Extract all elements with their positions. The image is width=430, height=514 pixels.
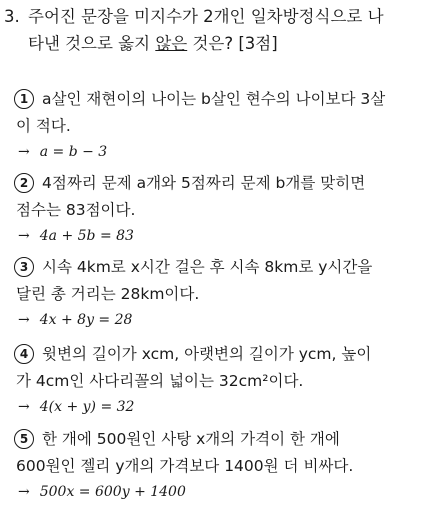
choice-equation: 500x = 600y + 1400 xyxy=(39,484,186,500)
arrow-icon: → xyxy=(18,484,30,500)
arrow-icon: → xyxy=(18,312,30,328)
choice-1[interactable] xyxy=(14,86,424,164)
choice-line xyxy=(14,368,424,395)
choice-equation: 4x + 8y = 28 xyxy=(39,312,133,328)
choice-line xyxy=(14,453,424,480)
question-underlined-word: 않은 xyxy=(155,34,188,53)
question-line-1 xyxy=(4,3,424,30)
choice-line xyxy=(14,170,424,197)
choice-line xyxy=(14,281,424,308)
choice-line xyxy=(14,341,424,368)
choice-marker: 4 xyxy=(14,344,34,364)
choice-text-line2: 이 적다. xyxy=(16,117,71,135)
choice-marker: 3 xyxy=(14,257,34,277)
choice-equation: a = b − 3 xyxy=(39,144,108,160)
choice-marker: 1 xyxy=(14,89,34,109)
arrow-icon: → xyxy=(18,144,30,160)
question-text-line2: 타낸 것으로 옳지 xyxy=(28,34,156,53)
choice-line xyxy=(14,426,424,453)
question-text-line2-end: 것은? [3점] xyxy=(187,34,278,53)
question-number: 3. xyxy=(4,7,20,26)
choice-text-line1: 4점짜리 문제 a개와 5점짜리 문제 b개를 맞히면 xyxy=(42,174,366,192)
choice-text-line1: 한 개에 500원인 사탕 x개의 가격이 한 개에 xyxy=(42,430,340,448)
choice-text-line2: 가 4cm인 사다리꼴의 넓이는 32cm²이다. xyxy=(16,372,304,390)
choice-4[interactable] xyxy=(14,341,424,419)
choice-text-line2: 달린 총 거리는 28km이다. xyxy=(16,285,200,303)
choice-line xyxy=(14,254,424,281)
choice-text-line2: 600원인 젤리 y개의 가격보다 1400원 더 비싸다. xyxy=(16,457,354,475)
choice-3[interactable] xyxy=(14,254,424,332)
choice-marker: 5 xyxy=(14,429,34,449)
choice-answer xyxy=(14,224,424,248)
question-header xyxy=(4,3,424,57)
choice-equation: 4a + 5b = 83 xyxy=(39,228,134,244)
choice-answer xyxy=(14,480,424,504)
choice-answer xyxy=(14,308,424,332)
choice-2[interactable] xyxy=(14,170,424,248)
choice-text-line2: 점수는 83점이다. xyxy=(16,201,136,219)
choice-line xyxy=(14,197,424,224)
choice-5[interactable] xyxy=(14,426,424,504)
choice-line xyxy=(14,86,424,113)
choice-marker: 2 xyxy=(14,173,34,193)
choice-equation: 4(x + y) = 32 xyxy=(39,399,135,415)
question-line-2 xyxy=(4,30,424,57)
choice-line xyxy=(14,113,424,140)
choice-text-line1: 시속 4km로 x시간 걸은 후 시속 8km로 y시간을 xyxy=(42,258,373,276)
arrow-icon: → xyxy=(18,228,30,244)
choice-text-line1: a살인 재현이의 나이는 b살인 현수의 나이보다 3살 xyxy=(42,90,386,108)
choice-answer xyxy=(14,395,424,419)
question-text-line1: 주어진 문장을 미지수가 2개인 일차방정식으로 나 xyxy=(28,7,384,26)
arrow-icon: → xyxy=(18,399,30,415)
choice-answer xyxy=(14,140,424,164)
choice-text-line1: 윗변의 길이가 xcm, 아랫변의 길이가 ycm, 높이 xyxy=(42,345,372,363)
